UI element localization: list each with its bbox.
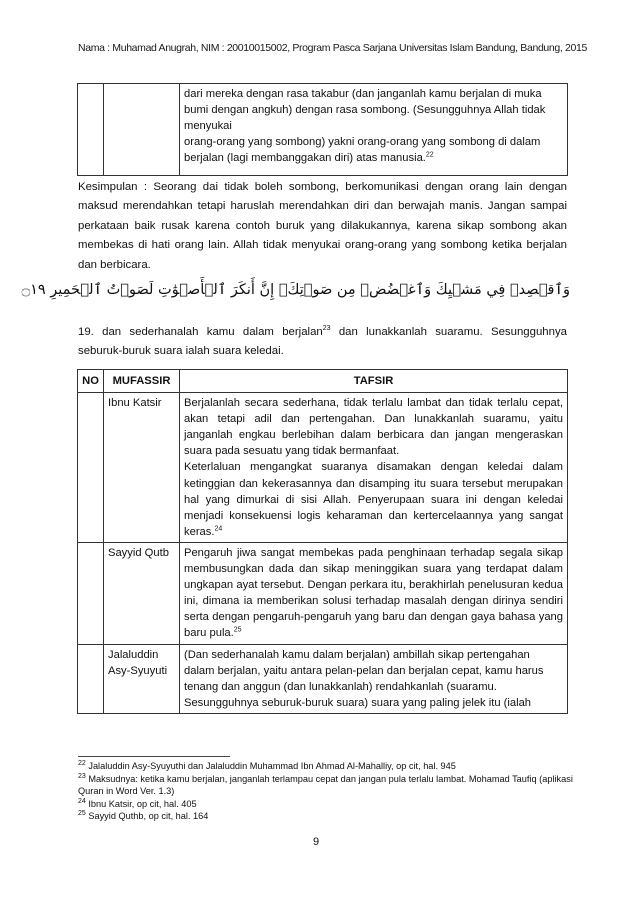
tafsir-paragraph: (Dan sederhanalah kamu dalam berjalan) ambillah sikap pertengahan dalam berjalan, yaitu antara pelan-pelan dan berjalan cepat, kamu harus tenang dan anggun (dan lunakkanlah) rendahkanlah (suaramu. Sesungguhnya seburuk-buruk suara) suara yang paling jelek itu (ialah bbox=[184, 648, 544, 709]
footnote-number: 22 bbox=[78, 759, 86, 767]
footnote-ref: 22 bbox=[425, 151, 434, 159]
tafsir-line: menyukai bbox=[184, 120, 232, 133]
tafsir-cell bbox=[180, 542, 568, 644]
no-cell bbox=[78, 644, 104, 713]
footnote-ref: 24 bbox=[214, 525, 223, 533]
tafsir-paragraph: Berjalanlah secara sederhana, tidak terlalu lambat dan tidak terlalu cepat, akan tetapi adil dan pertengahan. Dan lunakkanlah suaramu, yaitu janganlah engkau berlebihan dalam berbicara dan jangan mengeraskan suara pada sesuatu yang tidak bermanfaat. bbox=[184, 397, 563, 458]
no-cell bbox=[78, 542, 104, 644]
tafsir-paragraph bbox=[184, 459, 563, 539]
footnote-text: Sayyid Quthb, op cit, hal. 164 bbox=[85, 811, 209, 822]
footnote bbox=[78, 773, 578, 798]
table-row bbox=[78, 84, 568, 176]
footnotes bbox=[78, 760, 578, 823]
page-header: Nama : Muhamad Anugrah, NIM : 20010015002, Program Pasca Sarjana Universitas Islam Bandung, Bandung, 2015 bbox=[78, 42, 587, 54]
tafsir-line bbox=[184, 150, 563, 166]
no-cell bbox=[78, 84, 104, 176]
footnote-ref: 25 bbox=[233, 626, 242, 634]
table-row bbox=[78, 542, 568, 644]
table-header-row bbox=[78, 370, 568, 393]
arabic-verse: وَٱقۡصِدۡ فِي مَشۡيِكَ وَٱغۡضُضۡ مِن صَوۡتِكَۚ إِنَّ أَنكَرَ ٱلۡأَصۡوَٰتِ لَصَوۡتُ ٱلۡحَمِيرِ ۝١٩ bbox=[21, 282, 570, 298]
tafsir-table bbox=[77, 369, 568, 714]
footnote bbox=[78, 810, 578, 823]
footnote-text: Jalaluddin Asy-Syuyuthi dan Jalaluddin Muhammad Ibn Ahmad Al-Mahalliy, op cit, hal. 945 bbox=[85, 761, 456, 771]
tafsir-line: dari mereka dengan rasa takabur (dan janganlah kamu berjalan di muka bbox=[184, 88, 542, 100]
header-mufassir: MUFASSIR bbox=[104, 370, 180, 393]
header-no: NO bbox=[78, 370, 104, 393]
verse-text: 19. dan sederhanalah kamu dalam berjalan bbox=[78, 326, 323, 338]
verse-translation bbox=[78, 323, 567, 362]
mufassir-name-line1: Jalaluddin bbox=[108, 648, 159, 661]
no-cell bbox=[78, 393, 104, 543]
footnote-text: Ibnu Katsir, op cit, hal. 405 bbox=[85, 798, 197, 809]
continued-tafsir-table bbox=[77, 83, 568, 176]
footnote bbox=[78, 760, 578, 773]
table-row bbox=[78, 644, 568, 713]
table-row bbox=[78, 393, 568, 543]
tafsir-line: orang-orang yang sombong) yakni orang-orang yang sombong di dalam bbox=[184, 136, 541, 149]
tafsir-paragraph bbox=[184, 545, 563, 642]
mufassir-cell: Ibnu Katsir bbox=[104, 393, 180, 543]
footnote bbox=[78, 798, 578, 811]
tafsir-paragraph-text: Keterlaluan mengangkat suaranya disamakan dengan keledai dalam ketinggian dan kekerasannya dan disamping itu suara tersebut merupakan hal yang dimurkai di sisi Allah. Penyerupaan suara ini dengan keledai menjadi konsekuensi logis keharaman dan kertercelaannya yang sangat keras. bbox=[184, 461, 563, 538]
tafsir-line-text: berjalan (lagi membanggakan diri) atas manusia. bbox=[184, 152, 426, 165]
mufassir-cell: Sayyid Qutb bbox=[104, 542, 180, 644]
page-number: 9 bbox=[313, 836, 320, 848]
tafsir-line: bumi dengan angkuh) dengan rasa sombong. (Sesungguhnya Allah tidak bbox=[184, 104, 546, 117]
mufassir-cell bbox=[104, 644, 180, 713]
footnote-ref: 23 bbox=[322, 325, 331, 333]
tafsir-cell bbox=[180, 84, 568, 176]
verse-text-cont: dan lunakkanlah suaramu. Sesungguhnya seburuk-buruk suara ialah suara keledai. bbox=[78, 326, 567, 358]
mufassir-cell bbox=[104, 84, 180, 176]
conclusion-paragraph: Kesimpulan : Seorang dai tidak boleh sombong, berkomunikasi dengan orang lain dengan maksud merendahkan tetapi haruslah merendahkan diri dan berwajah manis. Jangan sampai perkataan baik rusak karena contoh buruk yang dilakukannya, karena sikap sombong akan membekas di hati orang lain. Allah tidak menyukai orang-orang yang sombong ketika berjalan dan berbicara. bbox=[78, 181, 567, 271]
header-tafsir: TAFSIR bbox=[180, 370, 568, 393]
tafsir-paragraph-text: Pengaruh jiwa sangat membekas pada penghinaan terhadap segala sikap membusungkan dada dan sikap meninggikan suara yang terdapat dalam ungkapan ayat tersebut. Dengan perkara itu, berakhirlah penelusuran kedua ini, dimana ia memberikan solusi terhadap masalah dengan dirinya sendiri serta dengan pengaruh-pengaruh yang baru dan dengan gaya bahasa yang baru pula. bbox=[184, 546, 563, 640]
footnote-text: Maksudnya: ketika kamu berjalan, janganlah terlampau cepat dan jangan pula terlalu lambat. Mohamad Taufiq (aplikasi Quran in Word Ver. 1.3) bbox=[78, 773, 573, 797]
footnote-number: 23 bbox=[78, 772, 86, 780]
mufassir-name-line2: Asy-Syuyuti bbox=[108, 664, 168, 677]
footnote-separator bbox=[78, 756, 230, 757]
tafsir-cell bbox=[180, 393, 568, 543]
tafsir-cell bbox=[180, 644, 568, 713]
footnote-number: 25 bbox=[78, 810, 86, 818]
footnote-number: 24 bbox=[78, 797, 86, 805]
